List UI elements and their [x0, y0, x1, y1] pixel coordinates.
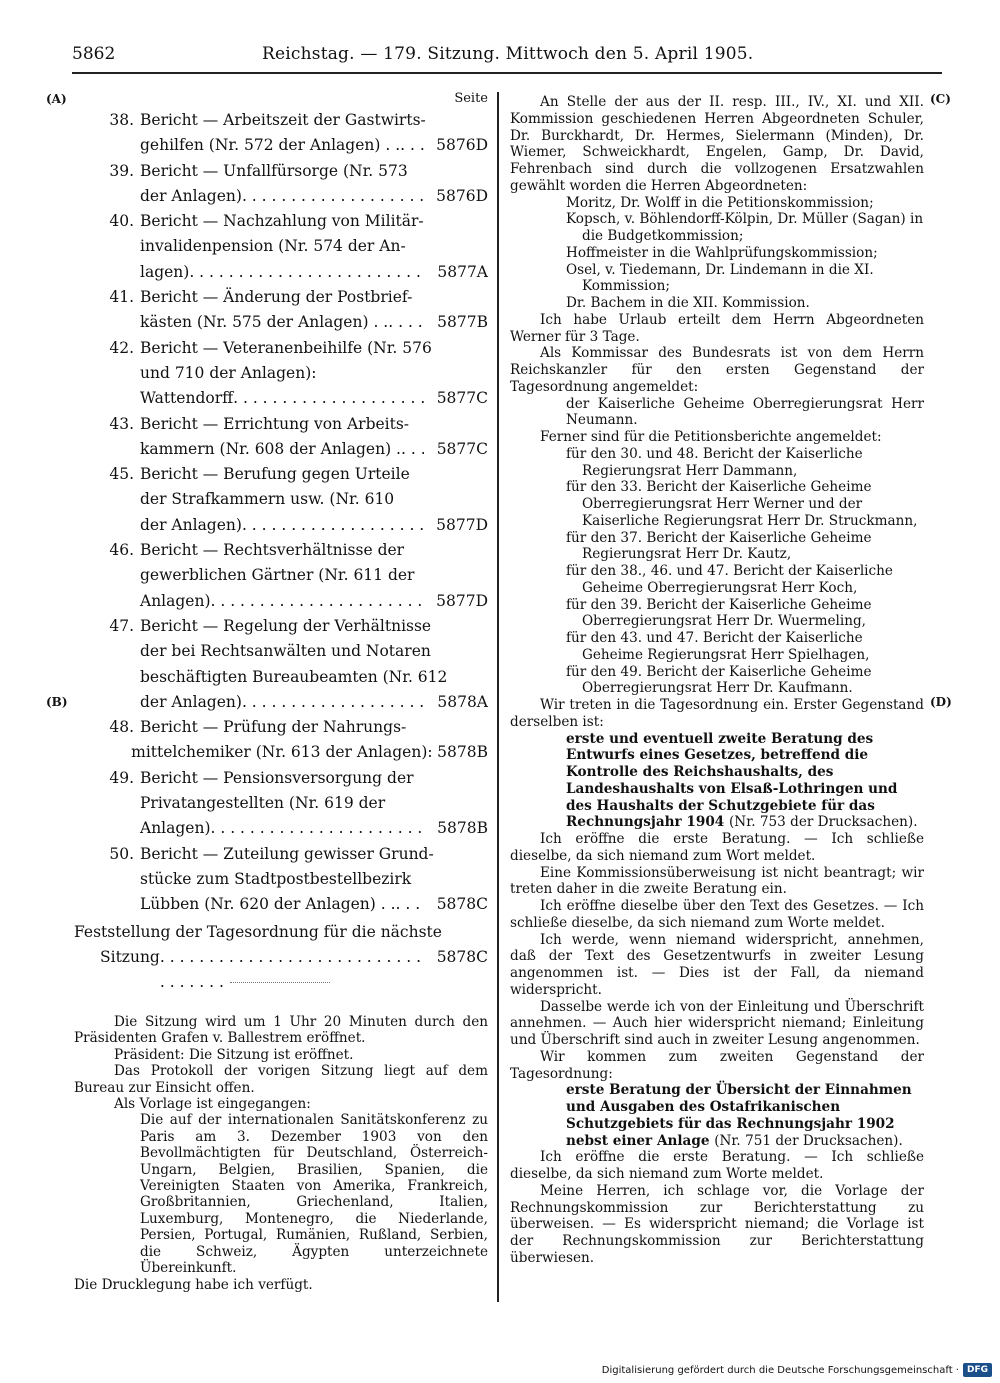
toc-entry-line [74, 260, 488, 285]
toc-entry-line [74, 412, 488, 437]
indent [74, 791, 140, 816]
commissioner-name: der Kaiserliche Geheime Oberregierungsrat Herr Neumann. [566, 395, 924, 429]
dot-leader [242, 513, 424, 538]
toc-entry-text: stücke zum Stadtpostbestellbezirk [140, 869, 412, 888]
toc-entry [74, 842, 488, 918]
toc-entry-text: lagen) [140, 262, 190, 281]
seite-label: Seite [454, 91, 488, 106]
indent [74, 665, 140, 690]
toc-entry-line [74, 361, 488, 386]
toc-entry-line [74, 740, 488, 765]
second-first-reading: Ich eröffne die erste Beratung. — Ich schließe dieselbe, da sich niemand zum Worte meldet. [510, 1149, 924, 1182]
toc-entry-line [74, 791, 488, 816]
indent [74, 260, 140, 285]
committee-assignments [510, 195, 924, 312]
list-item: Moritz, Dr. Wolff in die Petitionskommission; [566, 194, 874, 211]
dot-leader [400, 133, 424, 158]
toc-entry-line [74, 437, 488, 462]
toc-entry-text: der bei Rechtsanwälten und Notaren [140, 642, 431, 661]
proceedings-right-column [510, 94, 924, 1267]
toc-entry-line [74, 462, 488, 487]
referral-paragraph: Meine Herren, ich schlage vor, die Vorlage der Rechnungskommission zur Berichterstattung zu überweisen. — Es widerspricht niemand; die Vorlage ist der Rechnungskommission zur Berichterstattung überwiesen. [510, 1182, 924, 1266]
indent [74, 816, 140, 841]
toc-entry-text: kammern (Nr. 608 der Anlagen) . [140, 439, 401, 458]
indent [74, 892, 140, 917]
toc-entry-text: der Strafkammern usw. (Nr. 610 [140, 490, 395, 509]
page-header [72, 44, 942, 70]
toc-entry-page: 5877C [436, 439, 488, 458]
list-item: für den 30. und 48. Bericht der Kaiserliche Regierungsrat Herr Dammann, [566, 445, 863, 479]
toc-entry-page: 5877A [437, 262, 488, 281]
commissioner-paragraph: Als Kommissar des Bundesrats ist von dem Herrn Reichskanzler für den ersten Gegenstand der Tagesordnung angemeldet: [510, 345, 924, 395]
margin-mark-d: (D) [930, 695, 952, 709]
dfg-logo-icon: DFG [963, 1363, 992, 1377]
toc-entry-text: Bericht — Errichtung von Arbeits- [140, 414, 410, 433]
toc-entry-line [74, 159, 488, 184]
no-committee-paragraph: Eine Kommissionsüberweisung ist nicht beantragt; wir treten daher in die zweite Beratung ein. [510, 864, 924, 898]
list-item: Kopsch, v. Böhlendorff-Kölpin, Dr. Müller (Sagan) in die Budgetkommission; [566, 211, 924, 244]
toc-entry-page: 5878A [437, 692, 488, 711]
toc-entry-text: und 710 der Anlagen): [140, 363, 317, 382]
toc-entry-text: Bericht — Rechtsverhältnisse der [140, 541, 405, 560]
toc-entry-page: 5878B [437, 743, 488, 762]
footer-text: Digitalisierung gefördert durch die Deutsche Forschungsgemeinschaft · [601, 1364, 959, 1376]
toc-entry-line [74, 513, 488, 538]
toc-entry-line [74, 867, 488, 892]
toc-entry-line [74, 892, 488, 917]
protocol-paragraph: Das Protokoll der vorigen Sitzung liegt auf dem Bureau zur Einsicht offen. [74, 1063, 488, 1096]
toc-entry-line [74, 614, 488, 639]
toc-entry [74, 462, 488, 538]
section-separator [230, 982, 330, 983]
toc-entry-line [74, 639, 488, 664]
agenda-label: Sitzung [100, 947, 160, 966]
indent [74, 639, 140, 664]
toc-entry-text: Bericht — Pensionsversorgung der [140, 768, 414, 787]
indent [74, 184, 140, 209]
toc-entries [74, 108, 488, 918]
indent [74, 487, 140, 512]
toc-entry-text: Bericht — Arbeitszeit der Gastwirts- [140, 111, 426, 129]
agenda-line-2 [74, 945, 488, 996]
submission-intro: Als Vorlage ist eingegangen: [114, 1096, 311, 1113]
toc-entry-number: 47. [109, 616, 134, 635]
toc-entry-text: gehilfen (Nr. 572 der Anlagen) . . [140, 136, 401, 155]
agenda-page: 5878C [436, 947, 488, 966]
indent [74, 361, 140, 386]
toc-entry-page: 5877D [436, 515, 488, 534]
toc-entry-text: der Anlagen) [140, 515, 242, 534]
toc-entry-text: Anlagen) [140, 591, 211, 610]
toc-entry-text: Bericht — Veteranenbeihilfe (Nr. 576 [140, 338, 432, 357]
toc-entry-text: Bericht — Regelung der Verhältnisse [140, 616, 432, 635]
toc-entry-text: gewerblichen Gärtner (Nr. 611 der [140, 566, 415, 585]
toc-entry [74, 285, 488, 336]
toc-entry-number: 39. [109, 161, 134, 180]
agenda-line-1: Feststellung der Tagesordnung für die nächste [74, 922, 442, 941]
toc-entry-line [74, 690, 488, 715]
toc-entry-line [74, 234, 488, 259]
toc-entry [74, 159, 488, 210]
toc-entry-number: 45. [109, 465, 134, 484]
indent [74, 867, 140, 892]
toc-entry-number: 46. [109, 541, 134, 560]
toc-entry-number: 40. [109, 212, 134, 231]
list-item: für den 37. Bericht der Kaiserliche Geheime Regierungsrat Herr Dr. Kautz, [566, 529, 872, 563]
leave-paragraph: Ich habe Urlaub erteilt dem Herrn Abgeordneten Werner für 3 Tage. [510, 311, 924, 345]
toc-entry-line [74, 285, 488, 310]
toc-entry-text: Bericht — Prüfung der Nahrungs- [140, 718, 407, 737]
list-item: Osel, v. Tiedemann, Dr. Lindemann in die XI. Kommission; [566, 261, 874, 295]
toc-entry-page: 5878B [437, 819, 488, 838]
toc-entry-number: 38. [109, 111, 134, 129]
list-item: Hoffmeister in die Wahlprüfungskommission; [566, 244, 878, 261]
toc-entry-page: 5877C [436, 389, 488, 408]
toc-entry-line [74, 538, 488, 563]
toc-entry-line [74, 665, 488, 690]
toc-entry-line [74, 209, 488, 234]
footer-credit [602, 1363, 992, 1377]
toc-entry-line [74, 715, 488, 740]
toc-entry-line [74, 589, 488, 614]
toc-entry-text: Bericht — Nachzahlung von Militär- [140, 212, 424, 231]
toc-entry-line [74, 487, 488, 512]
list-item: für den 43. und 47. Bericht der Kaiserliche Geheime Regierungsrat Herr Spielhagen, [566, 630, 870, 663]
indent [74, 437, 140, 462]
second-item-title [510, 1082, 924, 1149]
dot-leader [388, 310, 424, 335]
toc-entry-text: Lübben (Nr. 620 der Anlagen) . . [140, 895, 396, 914]
toc-entry-page: 5878C [436, 895, 488, 914]
toc-entry-number: 49. [109, 768, 134, 787]
toc-entry-text: Bericht — Zuteilung gewisser Grund- [140, 844, 434, 863]
adoption-paragraph: Ich werde, wenn niemand widerspricht, annehmen, daß der Text des Gesetzentwurfs in zweiter Lesung angenommen ist. — Dies ist der Fall, da niemand widerspricht. [510, 931, 924, 998]
petition-intro: Ferner sind für die Petitionsberichte angemeldet: [540, 429, 882, 445]
toc-entry [74, 715, 488, 766]
toc-entry-text: Bericht — Berufung gegen Urteile [140, 465, 410, 484]
replacement-paragraph: An Stelle der aus der II. resp. III., IV., XI. und XII. Kommission geschiedenen Herren Abgeordneten Schuler, Dr. Burckhardt, Dr. Hermes, Sielermann (Minden), Dr. Wiemer, Schweickhardt, Engelen, Gamp, Dr. David, Fehrenbach sind durch die vollzogenen Ersatzwahlen gewählt worden die Herren Abgeordneten: [510, 94, 924, 194]
convention-text: Die auf der internationalen Sanitätskonferenz zu Paris am 3. Dezember 1903 von den Bevollmächtigten für Deutschland, Österreich-Ungarn, Belgien, Brasilien, Spanien, die Vereinigten Staaten von Amerika, Frankreich, Großbritannien, Griechenland, Italien, Luxemburg, Montenegro, die Niederlande, Persien, Portugal, Rumänien, Rußland, Serbien, die Schweiz, Ägypten unterzeichnete Übereinkunft. [140, 1112, 488, 1277]
indent [74, 589, 140, 614]
second-item-intro: Wir kommen zum zweiten Gegenstand der Tagesordnung: [510, 1048, 924, 1082]
page-number: 5862 [72, 44, 116, 64]
printing-order: Die Drucklegung habe ich verfügt. [74, 1276, 313, 1293]
toc-entry-text: Wattendorff [140, 389, 234, 408]
toc-entry [74, 108, 488, 159]
dot-leader [242, 690, 424, 715]
opening-paragraph: Die Sitzung wird um 1 Uhr 20 Minuten durch den Präsidenten Grafen v. Ballestrem eröffnet. [74, 1014, 488, 1047]
toc-agenda-entry [74, 920, 488, 996]
dot-leader [160, 945, 424, 996]
header-rule [72, 72, 942, 74]
toc-entry-text: beschäftigten Bureaubeamten (Nr. 612 [140, 667, 448, 686]
dot-leader [401, 437, 424, 462]
margin-mark-b: (B) [46, 695, 68, 709]
toc-entry-line [74, 386, 488, 411]
toc-entry-text: mittelchemiker (Nr. 613 der Anlagen): [131, 743, 433, 762]
toc-entry-text: Bericht — Unfallfürsorge (Nr. 573 [140, 161, 408, 180]
dot-leader [189, 260, 424, 285]
indent [74, 310, 140, 335]
running-title: Reichstag. — 179. Sitzung. Mittwoch den 5. April 1905. [262, 44, 754, 64]
column-divider [497, 92, 499, 1302]
toc-entry [74, 766, 488, 842]
indent [74, 133, 140, 158]
dot-leader [233, 386, 424, 411]
toc-entry [74, 538, 488, 614]
toc-entry [74, 614, 488, 715]
margin-mark-a: (A) [46, 92, 67, 106]
table-of-contents [74, 90, 488, 995]
indent [74, 234, 140, 259]
toc-entry-line [74, 563, 488, 588]
preamble-paragraph: Dasselbe werde ich von der Einleitung und Überschrift annehmen. — Auch hier widerspricht niemand; Einleitung und Überschrift sind auch in zweiter Lesung angenommen. [510, 998, 924, 1048]
list-item: Dr. Bachem in die XII. Kommission. [566, 295, 810, 311]
list-item: für den 38., 46. und 47. Bericht der Kaiserliche Geheime Oberregierungsrat Herr Koch, [566, 563, 893, 596]
list-item: für den 39. Bericht der Kaiserliche Geheime Oberregierungsrat Herr Dr. Wuermeling, [566, 596, 872, 630]
indent [74, 386, 140, 411]
president-statement: Präsident: Die Sitzung ist eröffnet. [114, 1046, 354, 1063]
proceedings-opening [74, 1014, 488, 1293]
toc-entry-text: Privatangestellten (Nr. 619 der [140, 794, 386, 813]
toc-entry-line [74, 842, 488, 867]
agenda-entry-paragraph: Wir treten in die Tagesordnung ein. Erster Gegenstand derselben ist: [510, 697, 924, 730]
dot-leader [211, 816, 425, 841]
toc-entry-line [74, 336, 488, 361]
first-item-ref: (Nr. 753 der Drucksachen). [729, 814, 918, 831]
dot-leader [396, 892, 424, 917]
second-item-bold: erste Beratung der Übersicht der Einnahmen und Ausgaben des Ostafrikanischen Schutzgebiets für das Rechnungsjahr 1902 nebst einer Anlage [566, 1082, 912, 1149]
indent [74, 513, 140, 538]
toc-entry-page: 5877D [436, 591, 488, 610]
toc-entry-line [74, 184, 488, 209]
toc-entry-text: der Anlagen) [140, 186, 242, 205]
toc-entry-page: 5876D [436, 186, 488, 205]
toc-entry [74, 336, 488, 412]
toc-entry-line [74, 108, 488, 133]
dot-leader [211, 589, 425, 614]
list-item: für den 33. Bericht der Kaiserliche Geheime Oberregierungsrat Herr Werner und der Kaiserliche Regierungsrat Herr Dr. Struckmann, [566, 479, 918, 529]
toc-entry [74, 209, 488, 285]
toc-entry-text: invalidenpension (Nr. 574 der An- [140, 237, 406, 256]
toc-entry [74, 412, 488, 463]
first-reading-paragraph: Ich eröffne die erste Beratung. — Ich schließe dieselbe, da sich niemand zum Wort meldet. [510, 831, 924, 864]
toc-entry-text: Anlagen) [140, 819, 211, 838]
toc-entry-text: der Anlagen) [140, 692, 242, 711]
indent [74, 690, 140, 715]
petition-commissioners [510, 446, 924, 697]
second-item-ref: (Nr. 751 der Drucksachen). [714, 1132, 903, 1149]
indent [74, 563, 140, 588]
indent [74, 740, 131, 765]
toc-entry-text: Bericht — Änderung der Postbrief- [140, 288, 413, 307]
toc-entry-number: 48. [109, 718, 134, 737]
toc-entry-text: kästen (Nr. 575 der Anlagen) . . [140, 313, 389, 332]
toc-entry-line [74, 310, 488, 335]
list-item: für den 49. Bericht der Kaiserliche Geheime Oberregierungsrat Herr Dr. Kaufmann. [566, 663, 872, 697]
first-item-bold: erste und eventuell zweite Beratung des Entwurfs eines Gesetzes, betreffend die Kontrolle des Reichshaushalts, des Landeshaushalts von Elsaß-Lothringen und des Haushalts der Schutzgebiete für das Rechnungsjahr 1904 [566, 730, 898, 831]
toc-entry-page: 5876D [436, 136, 488, 155]
toc-entry-line [74, 816, 488, 841]
toc-entry-page: 5877B [437, 313, 488, 332]
toc-entry-number: 42. [109, 338, 134, 357]
toc-entry-number: 43. [109, 414, 134, 433]
toc-entry-line [74, 133, 488, 158]
toc-entry-number: 41. [109, 288, 134, 307]
toc-entry-number: 50. [109, 844, 134, 863]
dot-leader [242, 184, 424, 209]
first-item-title [510, 731, 924, 832]
margin-mark-c: (C) [930, 92, 951, 106]
second-reading-paragraph: Ich eröffne dieselbe über den Text des Gesetzes. — Ich schließe dieselbe, da sich niemand zum Worte meldet. [510, 898, 924, 931]
toc-entry-line [74, 766, 488, 791]
